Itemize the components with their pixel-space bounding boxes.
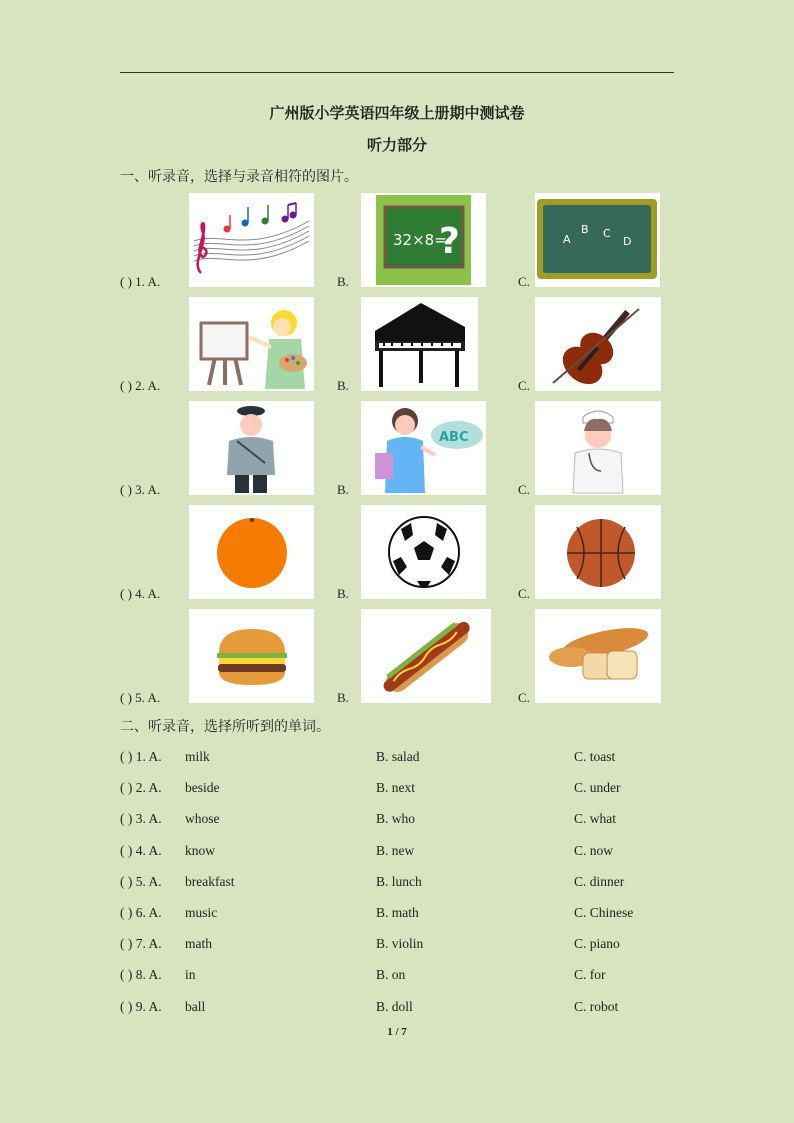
orange-picture[interactable]	[189, 505, 314, 599]
q5-option-c: C.	[518, 690, 530, 705]
word-q8-number: ( ) 8. A.	[120, 967, 162, 982]
word-q1-option-b: B. salad	[376, 749, 420, 764]
word-q1-option-a: milk	[185, 749, 210, 764]
word-q5-option-a: breakfast	[185, 874, 235, 889]
bread-picture[interactable]	[535, 609, 661, 703]
board-equation: 32×8=	[393, 231, 447, 249]
word-q7-number: ( ) 7. A.	[120, 936, 162, 951]
math-board-picture[interactable]	[361, 193, 486, 287]
word-q4-option-c: C. now	[574, 843, 614, 858]
word-q2-number: ( ) 2. A.	[120, 780, 162, 795]
word-q9-number: ( ) 9. A.	[120, 999, 162, 1014]
painter-picture[interactable]	[189, 297, 314, 391]
word-q2-option-c: C. under	[574, 780, 621, 795]
word-q8-option-a: in	[185, 967, 196, 982]
hamburger-picture[interactable]	[189, 609, 314, 703]
q5-label: ( ) 5. A.	[120, 690, 161, 705]
word-q1-number: ( ) 1. A.	[120, 749, 162, 764]
music-notes-picture[interactable]	[189, 193, 314, 287]
q1-label: ( ) 1. A.	[120, 274, 161, 289]
board-question-mark: ?	[439, 221, 460, 262]
q3-label: ( ) 3. A.	[120, 482, 161, 497]
header-rule	[120, 72, 674, 73]
word-q6-option-b: B. math	[376, 905, 419, 920]
football-picture[interactable]	[361, 505, 486, 599]
page-subtitle: 听力部分	[366, 136, 427, 154]
word-q6-option-a: music	[185, 905, 218, 920]
teacher-abc-text: ABC	[439, 430, 469, 445]
teacher-icon	[361, 401, 486, 495]
basketball-icon	[535, 505, 661, 599]
police-officer-picture[interactable]	[189, 401, 314, 495]
page-number: 1 / 7	[387, 1026, 407, 1038]
hot-dog-icon	[361, 609, 491, 703]
basketball-picture[interactable]	[535, 505, 661, 599]
painter-icon	[189, 297, 314, 391]
q1-option-c: C.	[518, 274, 530, 289]
part1-heading: 一、听录音，选择与录音相符的图片。	[120, 169, 358, 185]
hamburger-icon	[189, 609, 314, 703]
teacher-picture[interactable]	[361, 401, 486, 495]
word-q9-option-c: C. robot	[574, 999, 619, 1014]
page-title: 广州版小学英语四年级上册期中测试卷	[269, 104, 525, 122]
word-q9-option-a: ball	[185, 999, 206, 1014]
word-q8-option-c: C. for	[574, 967, 606, 982]
word-q8-option-b: B. on	[376, 967, 406, 982]
q2-option-b: B.	[337, 378, 349, 393]
q4-option-b: B.	[337, 586, 349, 601]
word-q1-option-c: C. toast	[574, 749, 616, 764]
word-q3-number: ( ) 3. A.	[120, 811, 162, 826]
football-icon	[361, 505, 486, 599]
q3-option-c: C.	[518, 482, 530, 497]
violin-picture[interactable]	[535, 297, 661, 391]
word-q3-option-a: whose	[185, 811, 220, 826]
svg-text:B: B	[581, 223, 589, 236]
abc-chalkboard-picture[interactable]	[535, 193, 660, 287]
chalkboard-icon	[535, 193, 660, 287]
q5-option-b: B.	[337, 690, 349, 705]
nurse-picture[interactable]	[535, 401, 661, 495]
word-q5-number: ( ) 5. A.	[120, 874, 162, 889]
q2-option-c: C.	[518, 378, 530, 393]
word-q7-option-c: C. piano	[574, 936, 620, 951]
q2-label: ( ) 2. A.	[120, 378, 161, 393]
word-q3-option-c: C. what	[574, 811, 616, 826]
word-q7-option-b: B. violin	[376, 936, 424, 951]
hot-dog-picture[interactable]	[361, 609, 491, 703]
q3-option-b: B.	[337, 482, 349, 497]
word-q3-option-b: B. who	[376, 811, 416, 826]
word-q7-option-a: math	[185, 936, 212, 951]
q4-option-c: C.	[518, 586, 530, 601]
svg-text:C: C	[603, 227, 611, 240]
word-q6-option-c: C. Chinese	[574, 905, 634, 920]
svg-text:A: A	[563, 233, 571, 246]
word-q4-option-a: know	[185, 843, 215, 858]
word-q4-option-b: B. new	[376, 843, 415, 858]
piano-picture[interactable]	[361, 297, 478, 391]
part2-heading: 二、听录音，选择所听到的单词。	[120, 719, 330, 735]
word-q2-option-b: B. next	[376, 780, 415, 795]
svg-text:D: D	[623, 235, 632, 248]
bread-icon	[535, 609, 661, 703]
police-officer-icon	[189, 401, 314, 495]
music-notes-icon	[189, 193, 314, 287]
word-q5-option-c: C. dinner	[574, 874, 625, 889]
math-board-icon	[361, 193, 486, 287]
nurse-icon	[535, 401, 661, 495]
word-q2-option-a: beside	[185, 780, 220, 795]
orange-icon	[189, 505, 314, 599]
q4-label: ( ) 4. A.	[120, 586, 161, 601]
piano-icon	[361, 297, 478, 391]
word-q5-option-b: B. lunch	[376, 874, 422, 889]
word-q6-number: ( ) 6. A.	[120, 905, 162, 920]
q1-option-b: B.	[337, 274, 349, 289]
word-q9-option-b: B. doll	[376, 999, 413, 1014]
violin-icon	[535, 297, 661, 391]
word-q4-number: ( ) 4. A.	[120, 843, 162, 858]
